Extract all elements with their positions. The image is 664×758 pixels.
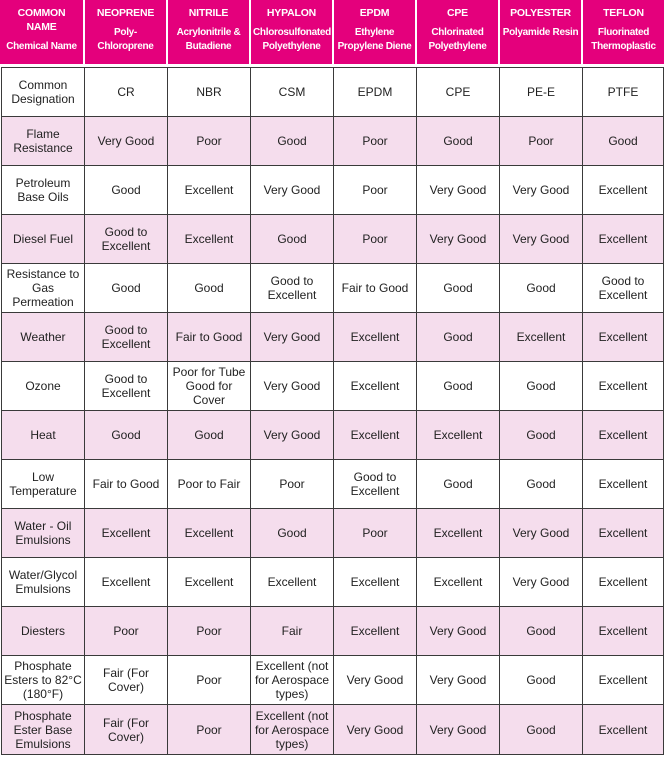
header-name: TEFLON xyxy=(603,7,644,19)
rating-cell: Excellent xyxy=(334,313,417,362)
rating-cell: NBR xyxy=(168,68,251,117)
header-cpe xyxy=(416,0,499,64)
rating-cell: Good xyxy=(500,264,583,313)
header-sub: Acrylonitrile & Butadiene xyxy=(176,27,241,52)
header-table xyxy=(0,0,664,64)
rating-cell: Good xyxy=(500,460,583,509)
property-label: Water - Oil Emulsions xyxy=(2,509,85,558)
rating-cell: Good xyxy=(251,215,334,264)
table-row xyxy=(2,558,664,607)
header-name: HYPALON xyxy=(266,7,317,19)
property-label: Heat xyxy=(2,411,85,460)
property-label: Phosphate Esters to 82°C (180°F) xyxy=(2,656,85,705)
header-sub: Ethylene Propylene Diene xyxy=(337,27,412,52)
header-sub: Fluorinated Thermoplastic xyxy=(591,27,656,52)
rating-cell: Very Good xyxy=(500,215,583,264)
property-label: Low Temperature xyxy=(2,460,85,509)
table-row xyxy=(2,215,664,264)
rating-cell: Excellent xyxy=(583,166,664,215)
rating-cell: Fair to Good xyxy=(168,313,251,362)
header-sub: Chlorinated Polyethylene xyxy=(428,27,487,52)
table-row xyxy=(2,656,664,705)
rating-cell: Excellent xyxy=(168,166,251,215)
rating-cell: Poor xyxy=(168,656,251,705)
table-row xyxy=(2,117,664,166)
rating-cell: CSM xyxy=(251,68,334,117)
rating-cell: Good xyxy=(500,607,583,656)
table-row xyxy=(2,313,664,362)
rating-cell: Very Good xyxy=(334,656,417,705)
header-teflon xyxy=(582,0,664,64)
rating-cell: Good xyxy=(85,166,168,215)
rating-cell: Excellent xyxy=(500,313,583,362)
rating-cell: Good xyxy=(417,264,500,313)
rating-cell: Poor xyxy=(334,117,417,166)
rating-cell: CPE xyxy=(417,68,500,117)
header-polyester xyxy=(499,0,582,64)
rating-cell: Very Good xyxy=(417,656,500,705)
property-label: Diesel Fuel xyxy=(2,215,85,264)
rating-cell: Good xyxy=(500,362,583,411)
rating-cell: Very Good xyxy=(251,166,334,215)
rating-cell: Fair (For Cover) xyxy=(85,656,168,705)
rating-cell: Excellent xyxy=(583,411,664,460)
header-sub: Chlorosulfonated Polyethylene xyxy=(253,27,331,52)
table-row xyxy=(2,607,664,656)
table-row xyxy=(2,362,664,411)
rating-cell: Excellent xyxy=(417,558,500,607)
property-label: Diesters xyxy=(2,607,85,656)
rating-cell: Excellent xyxy=(334,558,417,607)
rating-cell: Good xyxy=(500,705,583,755)
header-sub: Poly-Chloroprene xyxy=(97,27,154,52)
table-row xyxy=(2,705,664,755)
rating-cell: Very Good xyxy=(417,607,500,656)
rating-cell: Very Good xyxy=(251,313,334,362)
header-name: NITRILE xyxy=(188,7,229,19)
table-row xyxy=(2,460,664,509)
rating-cell: Poor xyxy=(85,607,168,656)
rating-cell: Good xyxy=(251,117,334,166)
header-name: EPDM xyxy=(359,7,390,19)
rating-cell: Good to Excellent xyxy=(251,264,334,313)
rating-cell: Poor xyxy=(334,166,417,215)
table-row xyxy=(2,509,664,558)
rating-cell: Good xyxy=(417,313,500,362)
rating-cell: Excellent xyxy=(251,558,334,607)
rating-cell: Good xyxy=(251,509,334,558)
property-label: Petroleum Base Oils xyxy=(2,166,85,215)
rating-cell: Very Good xyxy=(417,166,500,215)
rating-cell: Good xyxy=(583,117,664,166)
rating-cell: Very Good xyxy=(417,215,500,264)
rating-cell: Very Good xyxy=(500,509,583,558)
table-row xyxy=(2,166,664,215)
rating-cell: Good xyxy=(500,411,583,460)
property-label: Common Designation xyxy=(2,68,85,117)
rating-cell: Poor for Tube Good for Cover xyxy=(168,362,251,411)
property-label: Resistance to Gas Permeation xyxy=(2,264,85,313)
header-nitrile xyxy=(167,0,250,64)
rating-cell: PTFE xyxy=(583,68,664,117)
rating-cell: Excellent (not for Aerospace types) xyxy=(251,705,334,755)
rating-cell: Good xyxy=(417,362,500,411)
rating-cell: Very Good xyxy=(417,705,500,755)
rating-cell: Good xyxy=(417,460,500,509)
rating-cell: Excellent xyxy=(168,215,251,264)
rating-cell: Good to Excellent xyxy=(85,362,168,411)
rating-cell: Excellent xyxy=(417,411,500,460)
rating-cell: Fair xyxy=(251,607,334,656)
rating-cell: Good to Excellent xyxy=(583,264,664,313)
rating-cell: Very Good xyxy=(334,705,417,755)
rating-cell: Excellent xyxy=(583,362,664,411)
rating-cell: Excellent xyxy=(85,509,168,558)
rating-cell: Excellent (not for Aerospace types) xyxy=(251,656,334,705)
table-row xyxy=(2,411,664,460)
rating-cell: Excellent xyxy=(583,558,664,607)
rating-cell: Good to Excellent xyxy=(85,313,168,362)
rating-cell: Good xyxy=(500,656,583,705)
header-common-name xyxy=(0,0,84,64)
rating-cell: Poor xyxy=(500,117,583,166)
rating-cell: PE-E xyxy=(500,68,583,117)
rating-cell: Good xyxy=(417,117,500,166)
property-label: Water/Glycol Emulsions xyxy=(2,558,85,607)
rating-cell: Excellent xyxy=(334,362,417,411)
rating-cell: Poor to Fair xyxy=(168,460,251,509)
rating-cell: Very Good xyxy=(251,411,334,460)
header-name: NEOPRENE xyxy=(96,7,155,19)
rating-cell: Excellent xyxy=(85,558,168,607)
rating-cell: Good xyxy=(85,264,168,313)
rating-cell: Excellent xyxy=(417,509,500,558)
rating-cell: Excellent xyxy=(583,215,664,264)
property-label: Flame Resistance xyxy=(2,117,85,166)
rating-cell: Excellent xyxy=(168,558,251,607)
rating-cell: Poor xyxy=(168,117,251,166)
header-neoprene xyxy=(84,0,167,64)
rating-cell: Good xyxy=(168,264,251,313)
rating-cell: Poor xyxy=(168,705,251,755)
rating-cell: Very Good xyxy=(251,362,334,411)
table-row xyxy=(2,68,664,117)
rating-cell: CR xyxy=(85,68,168,117)
rating-cell: Poor xyxy=(251,460,334,509)
rating-cell: Good to Excellent xyxy=(85,215,168,264)
property-label: Phosphate Ester Base Emulsions xyxy=(2,705,85,755)
header-name: CPE xyxy=(447,7,468,19)
rating-cell: Good xyxy=(85,411,168,460)
header-sub: Polyamide Resin xyxy=(502,27,579,38)
header-name: POLYESTER xyxy=(510,7,571,19)
rating-cell: Fair to Good xyxy=(334,264,417,313)
rating-cell: Excellent xyxy=(334,411,417,460)
rating-cell: Very Good xyxy=(85,117,168,166)
header-row xyxy=(0,0,664,64)
rating-cell: Excellent xyxy=(583,705,664,755)
rating-cell: Very Good xyxy=(500,166,583,215)
rating-cell: Excellent xyxy=(334,607,417,656)
rating-cell: Fair to Good xyxy=(85,460,168,509)
properties-table xyxy=(1,67,664,755)
rating-cell: Excellent xyxy=(583,509,664,558)
rating-cell: Excellent xyxy=(583,313,664,362)
rating-cell: Very Good xyxy=(500,558,583,607)
rating-cell: Poor xyxy=(168,607,251,656)
table-row xyxy=(2,264,664,313)
rating-cell: Excellent xyxy=(583,656,664,705)
rating-cell: Excellent xyxy=(583,460,664,509)
rating-cell: Poor xyxy=(334,509,417,558)
header-name: COMMON NAME xyxy=(17,7,66,33)
property-label: Ozone xyxy=(2,362,85,411)
header-epdm xyxy=(333,0,416,64)
rating-cell: Poor xyxy=(334,215,417,264)
rating-cell: Fair (For Cover) xyxy=(85,705,168,755)
rating-cell: Good xyxy=(168,411,251,460)
rating-cell: Good to Excellent xyxy=(334,460,417,509)
header-hypalon xyxy=(250,0,333,64)
property-label: Weather xyxy=(2,313,85,362)
header-sub: Chemical Name xyxy=(6,41,77,52)
rating-cell: Excellent xyxy=(168,509,251,558)
rating-cell: EPDM xyxy=(334,68,417,117)
rating-cell: Excellent xyxy=(583,607,664,656)
